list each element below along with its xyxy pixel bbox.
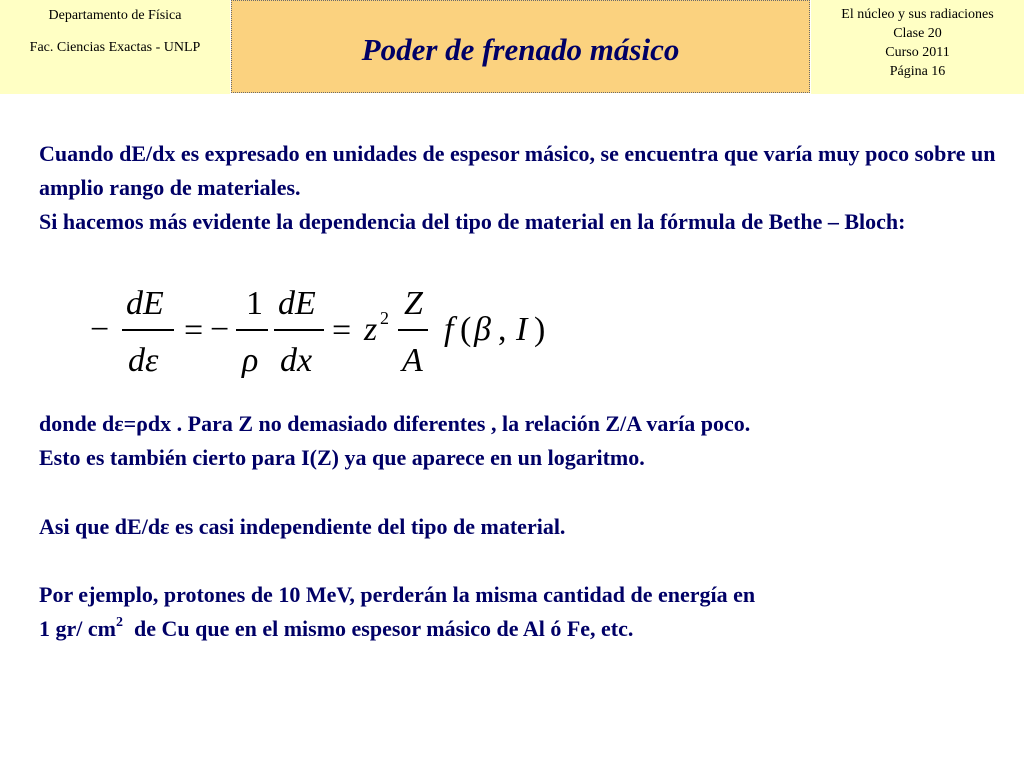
formula-f: f — [444, 311, 454, 348]
formula-z-exponent: 2 — [380, 308, 389, 328]
formula-close-paren: ) — [534, 311, 546, 348]
faculty-label: Fac. Ciencias Exactas - UNLP — [29, 40, 201, 55]
class-number-label: Clase 20 — [893, 26, 942, 41]
formula-equals-2: = — [332, 312, 352, 349]
formula-den-rho: ρ — [242, 342, 259, 379]
asi-line: Asi que dE/dε es casi independiente del tipo de material. — [39, 514, 566, 539]
ejemplo-line-2-suffix: de Cu que en el mismo espesor másico de Al ó Fe, etc. — [122, 616, 634, 641]
formula-num-dE-1: dE — [126, 285, 164, 322]
formula-den-dx: dx — [280, 342, 313, 379]
formula-minus-2: − — [210, 311, 230, 348]
formula-den-A: A — [402, 342, 423, 379]
department-label: Departamento de Física — [48, 8, 182, 23]
formula-I: I — [516, 311, 528, 348]
course-year-label: Curso 2011 — [885, 45, 950, 60]
donde-line-2: Esto es también cierto para I(Z) ya que aparece en un logaritmo. — [39, 445, 645, 470]
page-title: Poder de frenado másico — [361, 31, 680, 67]
ejemplo-paragraph — [39, 578, 999, 646]
ejemplo-line-2-prefix: 1 gr/ cm — [39, 616, 116, 641]
formula-z: z — [364, 311, 378, 348]
paragraph-1: Cuando dE/dx es expresado en unidades de espesor másico, se encuentra que varía muy poco sobre un amplio rango de materiales. — [39, 141, 996, 200]
formula-num-1: 1 — [246, 285, 263, 322]
formula-beta: β — [474, 311, 491, 348]
title-box — [231, 0, 810, 93]
donde-paragraph — [39, 407, 999, 475]
ejemplo-line-1: Por ejemplo, protones de 10 MeV, perderán la misma cantidad de energía en — [39, 582, 756, 607]
formula-open-paren: ( — [460, 311, 472, 348]
formula-num-Z: Z — [404, 285, 423, 322]
formula-num-dE-2: dE — [278, 285, 316, 322]
course-topic-label: El núcleo y sus radiaciones — [841, 7, 994, 22]
formula-equals-1: = — [184, 312, 204, 349]
formula-comma: , — [498, 311, 507, 348]
formula-den-deps: dε — [128, 342, 159, 379]
asi-paragraph — [39, 510, 999, 544]
header-course-box — [811, 0, 1024, 94]
ejemplo-superscript: 2 — [115, 614, 123, 630]
formula-minus-1: − — [90, 311, 110, 348]
ejemplo-line-2 — [39, 612, 999, 646]
intro-text — [39, 137, 999, 239]
donde-line-1: donde dε=ρdx . Para Z no demasiado diferentes , la relación Z/A varía poco. — [39, 411, 751, 436]
header-institution-box — [0, 0, 230, 94]
bethe-bloch-formula — [88, 280, 558, 380]
page-number-label: Página 16 — [889, 64, 946, 79]
paragraph-2: Si hacemos más evidente la dependencia del tipo de material en la fórmula de Bethe – Bloch: — [39, 209, 906, 234]
